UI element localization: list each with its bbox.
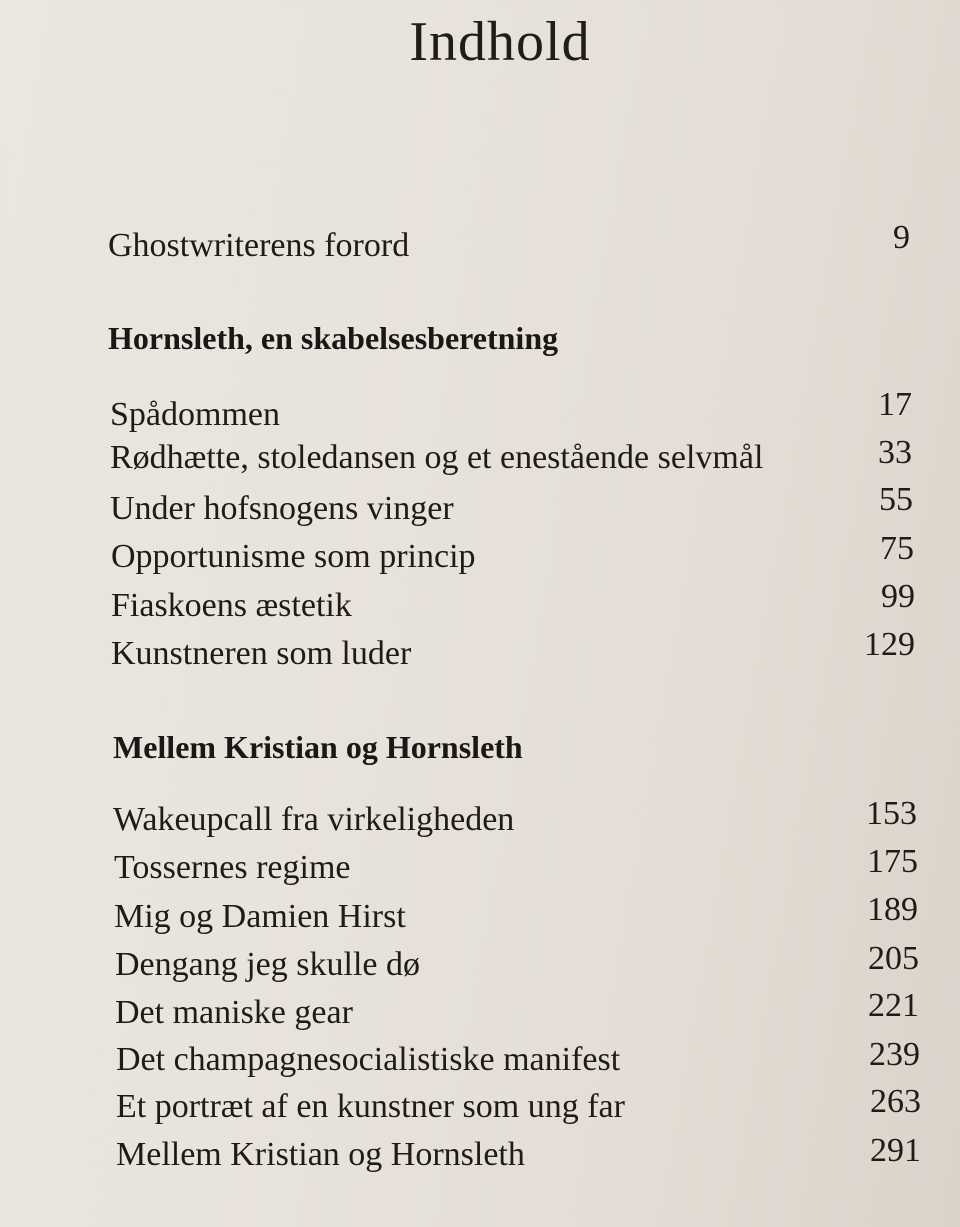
toc-entry-title: Opportunisme som princip bbox=[111, 538, 476, 575]
toc-entry-title: Ghostwriterens forord bbox=[108, 227, 410, 264]
toc-entry-page: 129 bbox=[864, 626, 915, 663]
toc-entry-title: Fiaskoens æstetik bbox=[111, 587, 352, 624]
section-heading: Mellem Kristian og Hornsleth bbox=[113, 729, 523, 765]
toc-entry-page: 175 bbox=[867, 843, 918, 880]
toc-entry-title: Dengang jeg skulle dø bbox=[115, 946, 420, 983]
toc-entry-page: 221 bbox=[868, 987, 919, 1024]
toc-entry-page: 239 bbox=[869, 1036, 920, 1073]
toc-entry-page: 205 bbox=[868, 940, 919, 977]
toc-entry-page: 9 bbox=[893, 219, 910, 256]
toc-entry-page: 99 bbox=[881, 578, 915, 615]
toc-entry-title: Et portræt af en kunstner som ung far bbox=[116, 1088, 625, 1125]
toc-entry-page: 189 bbox=[867, 891, 918, 928]
toc-entry-page: 17 bbox=[878, 386, 912, 423]
toc-entry-page: 153 bbox=[866, 795, 917, 832]
toc-entry-title: Under hofsnogens vinger bbox=[110, 490, 454, 527]
toc-entry-title: Det champagnesocialistiske manifest bbox=[116, 1041, 621, 1078]
toc-entry-title: Wakeupcall fra virkeligheden bbox=[113, 801, 515, 838]
toc-entry-title: Mellem Kristian og Hornsleth bbox=[116, 1136, 525, 1173]
toc-entry-page: 263 bbox=[870, 1083, 921, 1120]
section-heading: Hornsleth, en skabelsesberetning bbox=[108, 320, 559, 356]
toc-entry-title: Tossernes regime bbox=[114, 849, 351, 886]
toc-entry-title: Mig og Damien Hirst bbox=[114, 898, 406, 935]
toc-entry-page: 55 bbox=[879, 481, 913, 518]
toc-entry-title: Spådommen bbox=[110, 396, 280, 433]
page-title: Indhold bbox=[409, 11, 591, 73]
toc-entry-page: 291 bbox=[870, 1132, 921, 1169]
toc-entry-title: Rødhætte, stoledansen og et enestående selvmål bbox=[110, 439, 764, 476]
toc-entry-title: Kunstneren som luder bbox=[111, 635, 412, 672]
toc-entry-page: 75 bbox=[880, 530, 914, 567]
toc-entry-title: Det maniske gear bbox=[115, 994, 353, 1031]
toc-entry-page: 33 bbox=[878, 434, 912, 471]
